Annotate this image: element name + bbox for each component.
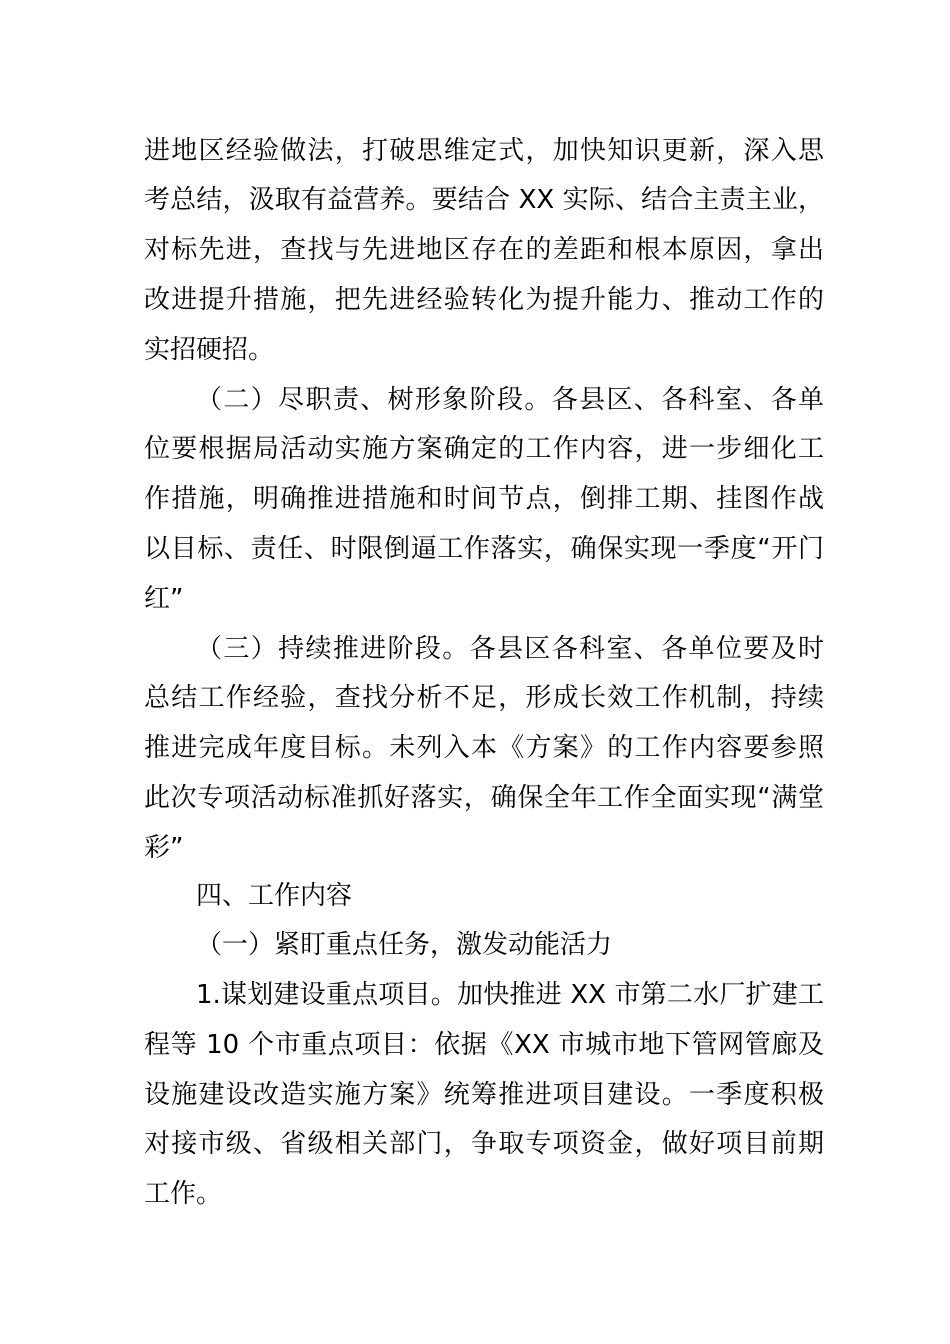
body-text-line: 以目标、责任、时限倒逼工作落实，确保实现一季度“开门 (144, 534, 824, 564)
body-text-line: 1.谋划建设重点项目。加快推进 XX 市第二水厂扩建工 (196, 980, 824, 1010)
body-text-line: 此次专项活动标准抓好落实，确保全年工作全面实现“满堂 (144, 783, 824, 813)
body-text-line: 红” (144, 584, 184, 614)
body-text-line: 位要根据局活动实施方案确定的工作内容，进一步细化工 (144, 434, 824, 464)
body-text-line: 推进完成年度目标。未列入本《方案》的工作内容要参照 (144, 733, 824, 763)
body-text-line: （三）持续推进阶段。各县区各科室、各单位要及时 (196, 634, 824, 664)
body-text-line: 对标先进，查找与先进地区存在的差距和根本原因，拿出 (144, 235, 824, 265)
body-text-line: （二）尽职责、树形象阶段。各县区、各科室、各单 (196, 385, 824, 415)
body-text-line: 改进提升措施，把先进经验转化为提升能力、推动工作的 (144, 285, 824, 315)
body-text-line: 工作。 (144, 1179, 223, 1209)
body-text-line: 总结工作经验，查找分析不足，形成长效工作机制，持续 (144, 683, 824, 713)
body-text-line: 作措施，明确推进措施和时间节点，倒排工期、挂图作战 (144, 484, 824, 514)
body-text-line: 设施建设改造实施方案》统筹推进项目建设。一季度积极 (144, 1080, 824, 1110)
body-text-line: 程等 10 个市重点项目：依据《XX 市城市地下管网管廊及 (144, 1030, 824, 1060)
section-heading: 四、工作内容 (196, 881, 353, 911)
body-text-line: 考总结，汲取有益营养。要结合 XX 实际、结合主责主业， (144, 185, 824, 215)
body-text-line: 对接市级、省级相关部门，争取专项资金，做好项目前期 (144, 1129, 824, 1159)
body-text-line: 实招硬招。 (144, 335, 275, 365)
body-text-line: 进地区经验做法，打破思维定式，加快知识更新，深入思 (144, 136, 824, 166)
subsection-heading: （一）紧盯重点任务，激发动能活力 (196, 930, 613, 960)
body-text-line: 彩” (144, 833, 184, 863)
